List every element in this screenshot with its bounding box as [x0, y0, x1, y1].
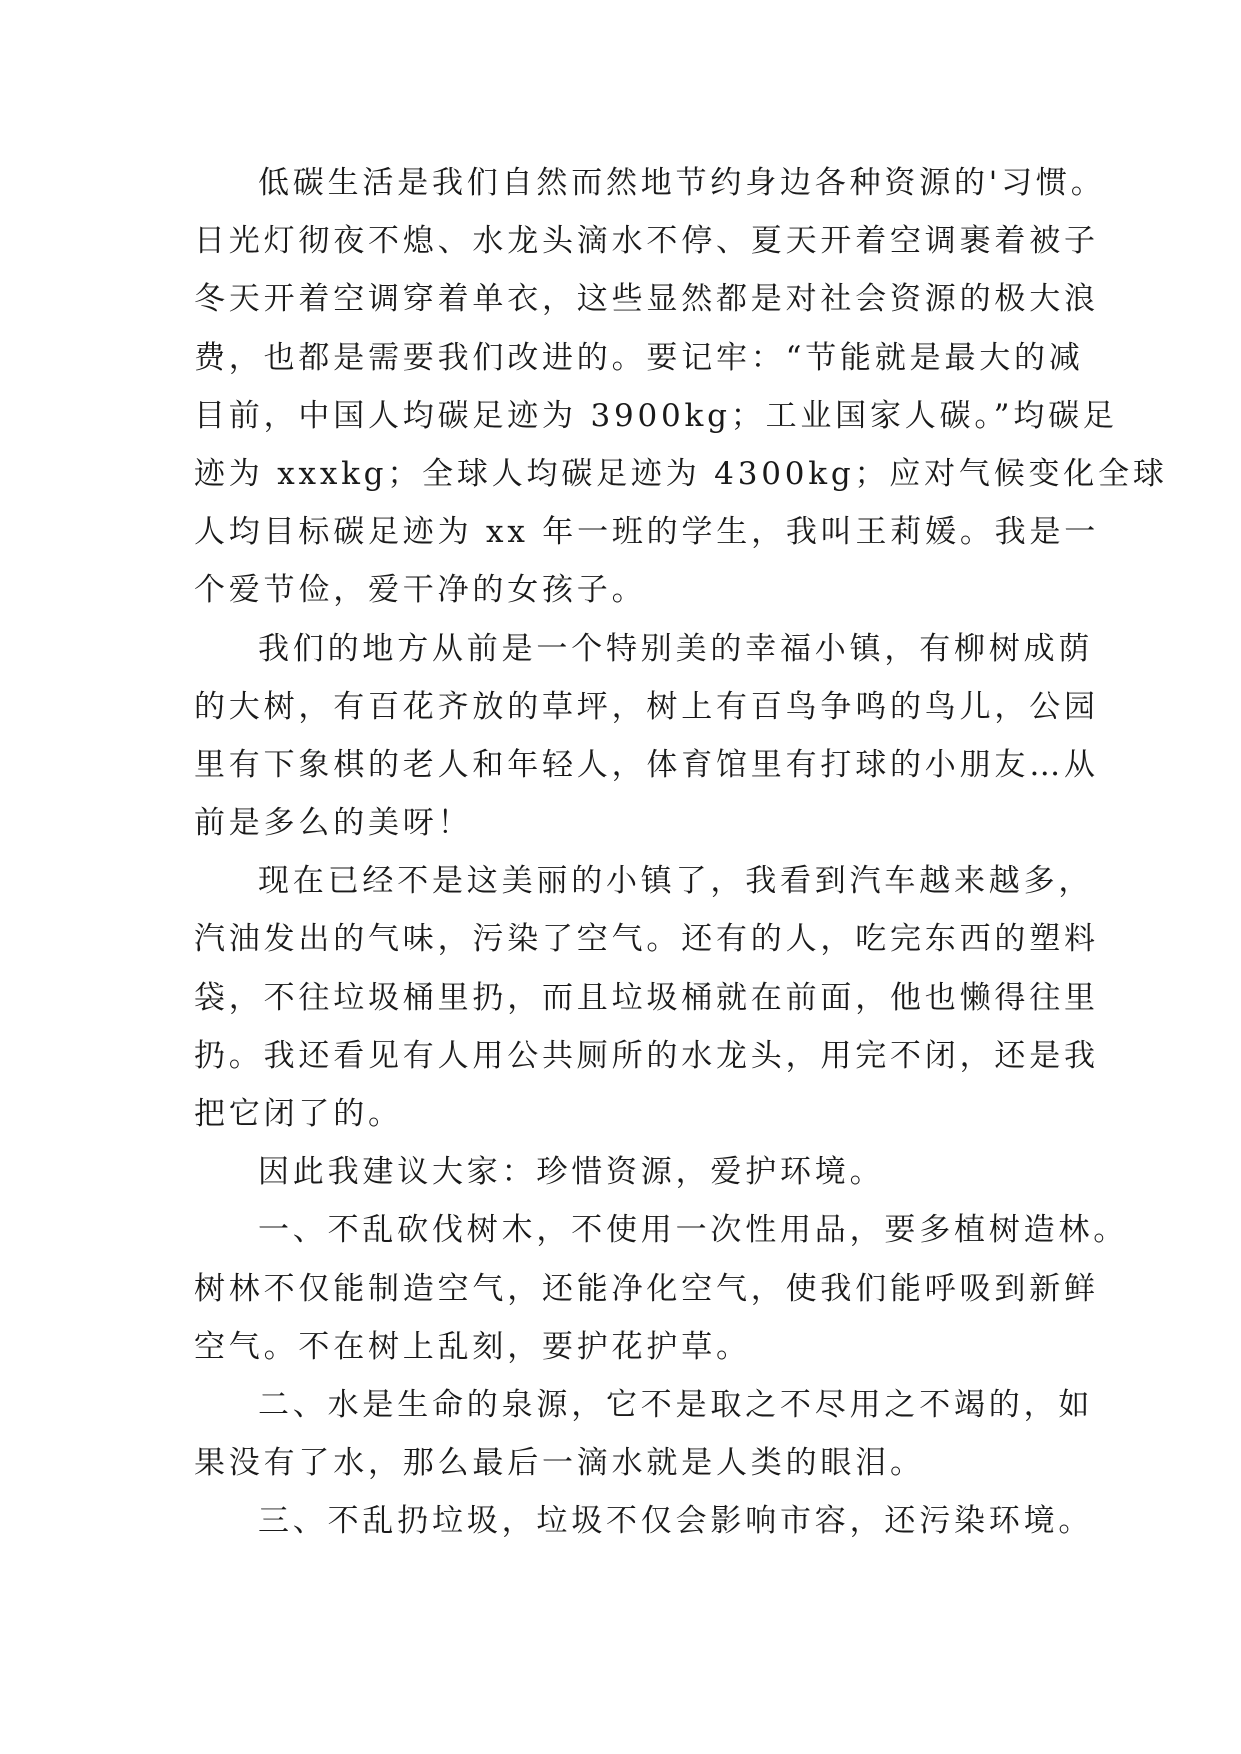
text-line: 迹为 xxxkg；全球人均碳足迹为 4300kg；应对气候变化全球 — [194, 455, 1168, 492]
text-line: 空气。不在树上乱刻，要护花护草。 — [194, 1328, 751, 1365]
text-line: 前是多么的美呀！ — [194, 805, 473, 842]
text-line: 人均目标碳足迹为 xx 年一班的学生，我叫王莉媛。我是一 — [194, 514, 1100, 551]
text-line: 二、水是生命的泉源，它不是取之不尽用之不竭的，如 — [258, 1386, 1094, 1423]
text-line: 树林不仅能制造空气，还能净化空气，使我们能呼吸到新鲜 — [194, 1270, 1099, 1307]
text-line: 把它闭了的。 — [194, 1096, 403, 1132]
text-line: 低碳生活是我们自然而然地节约身边各种资源的'习惯。 — [258, 165, 1106, 201]
text-line: 个爱节俭，爱干净的女孩子。 — [194, 572, 647, 609]
text-line: 我们的地方从前是一个特别美的幸福小镇，有柳树成荫 — [258, 630, 1094, 667]
text-line: 果没有了水，那么最后一滴水就是人类的眼泪。 — [194, 1445, 925, 1482]
text-line: 日光灯彻夜不熄、水龙头滴水不停、夏天开着空调裹着被子 — [194, 223, 1099, 260]
document-body — [194, 154, 1168, 1551]
text-line: 扔。我还看见有人用公共厕所的水龙头，用完不闭，还是我 — [194, 1037, 1099, 1074]
text-line: 一、不乱砍伐树木，不使用一次性用品，要多植树造林。 — [258, 1212, 1128, 1249]
text-line: 现在已经不是这美丽的小镇了，我看到汽车越来越多， — [258, 863, 1094, 900]
text-line: 费，也都是需要我们改进的。要记牢：“节能就是最大的减 — [194, 339, 1084, 376]
text-line: 袋，不往垃圾桶里扔，而且垃圾桶就在前面，他也懒得往里 — [194, 979, 1099, 1016]
text-line: 目前，中国人均碳足迹为 3900kg；工业国家人碳。”均碳足 — [194, 397, 1118, 434]
text-line: 因此我建议大家：珍惜资源，爱护环境。 — [258, 1154, 885, 1191]
text-line: 里有下象棋的老人和年轻人，体育馆里有打球的小朋友…从 — [194, 746, 1099, 783]
text-line: 的大树，有百花齐放的草坪，树上有百鸟争鸣的鸟儿，公园 — [194, 688, 1099, 725]
text-line: 冬天开着空调穿着单衣，这些显然都是对社会资源的极大浪 — [194, 281, 1099, 318]
text-line: 汽油发出的气味，污染了空气。还有的人，吃完东西的塑料 — [194, 921, 1099, 958]
text-line: 三、不乱扔垃圾，垃圾不仅会影响市容，还污染环境。 — [258, 1503, 1094, 1540]
